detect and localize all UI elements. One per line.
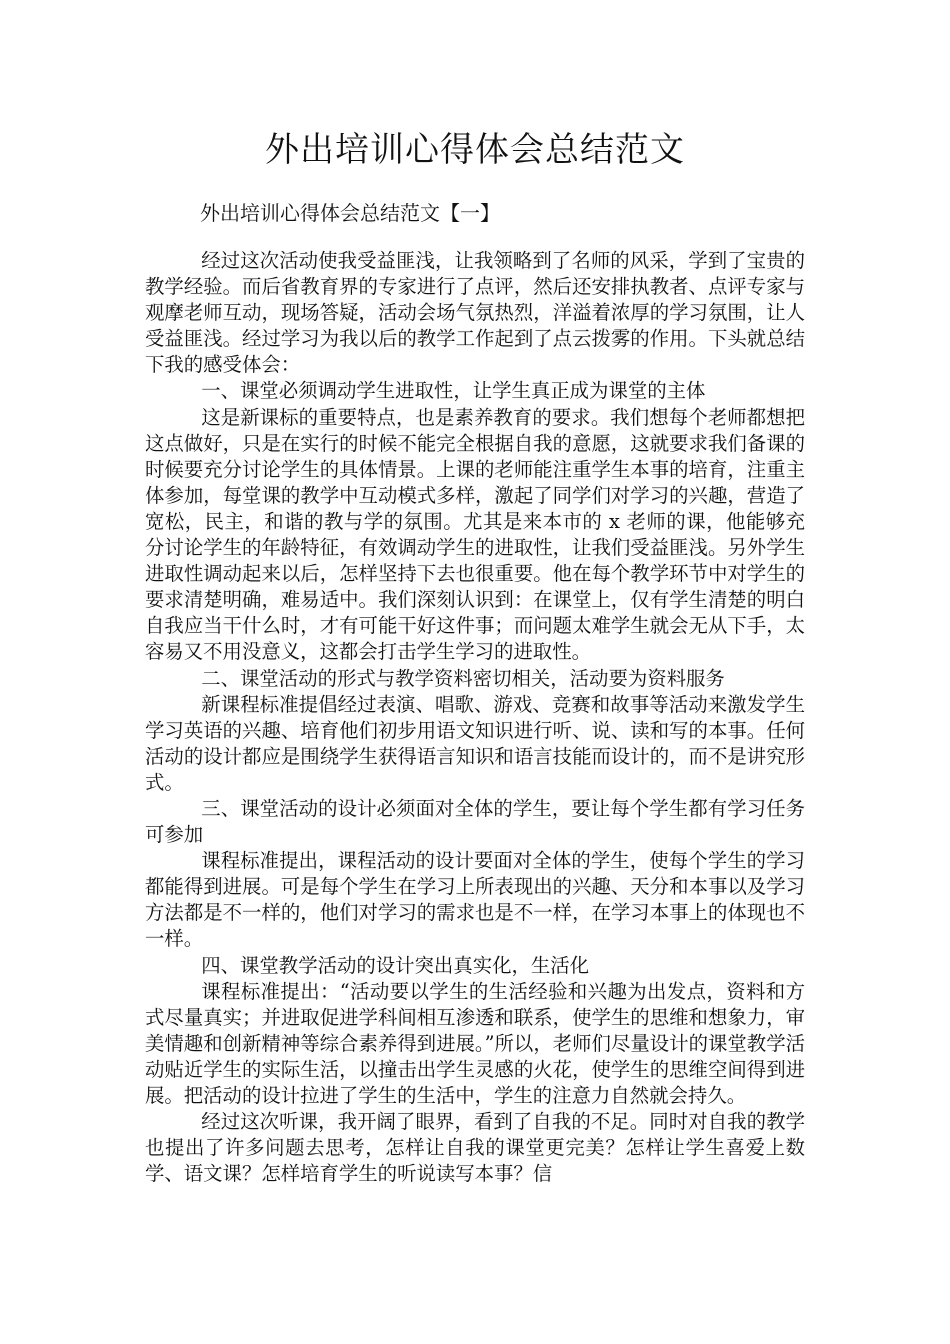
paragraph-heading-2: 二、课堂活动的形式与教学资料密切相关，活动要为资料服务	[201, 666, 725, 690]
paragraph-heading-1: 一、课堂必须调动学生进取性，让学生真正成为课堂的主体	[201, 379, 706, 403]
paragraph-body-3: 课程标准提出，课程活动的设计要面对全体的学生，使每个学生的学习都能得到进展。可是每个学生在学习上所表现出的兴趣、天分和本事以及学习方法都是不一样的，他们对学习的需求也是不一样，在学习本事上的体现也不一样。	[145, 849, 805, 951]
paragraph-heading-3: 三、课堂活动的设计必须面对全体的学生，要让每个学生都有学习任务可参加	[145, 796, 805, 847]
section-heading: 外出培训心得体会总结范文【一】	[200, 201, 500, 225]
page-title: 外出培训心得体会总结范文	[265, 130, 685, 170]
paragraph-body-4: 课程标准提出：“活动要以学生的生活经验和兴趣为出发点，资料和方式尽量真实；并进取促进学科间相互渗透和联系，使学生的思维和想象力，审美情趣和创新精神等综合素养得到进展。”所以，老师们尽量设计的课堂教学活动贴近学生的实际生活，以撞击出学生灵感的火花，使学生的思维空间得到进展。把活动的设计拉进了学生的生活中，学生的注意力自然就会持久。	[145, 979, 805, 1107]
paragraph-heading-4: 四、课堂教学活动的设计突出真实化，生活化	[201, 953, 590, 977]
paragraph-conclusion: 经过这次听课，我开阔了眼界，看到了自我的不足。同时对自我的教学也提出了许多问题去思考，怎样让自我的课堂更完美？怎样让学生喜爱上数学、语文课？怎样培育学生的听说读写本事？信	[145, 1110, 805, 1186]
paragraph-body-1: 这是新课标的重要特点，也是素养教育的要求。我们想每个老师都想把这点做好，只是在实行的时候不能完全根据自我的意愿，这就要求我们备课的时候要充分讨论学生的具体情景。上课的老师能注重学生本事的培育，注重主体参加，每堂课的教学中互动模式多样，激起了同学们对学习的兴趣，营造了宽松，民主，和谐的教与学的氛围。尤其是来本市的 x 老师的课，他能够充分讨论学生的年龄特征，有效调动学生的进取性，让我们受益匪浅。另外学生进取性调动起来以后，怎样坚持下去也很重要。他在每个教学环节中对学生的要求清楚明确，难易适中。我们深刻认识到：在课堂上，仅有学生清楚的明白自我应当干什么时，才有可能干好这件事；而问题太难学生就会无从下手，太容易又不用没意义，这都会打击学生学习的进取性。	[145, 405, 805, 664]
paragraph-intro: 经过这次活动使我受益匪浅，让我领略到了名师的风采，学到了宝贵的教学经验。而后省教育界的专家进行了点评，然后还安排执教者、点评专家与观摩老师互动，现场答疑，活动会场气氛热烈，洋溢着浓厚的学习氛围，让人受益匪浅。经过学习为我以后的教学工作起到了点云拨雾的作用。下头就总结下我的感受体会：	[145, 249, 805, 377]
paragraph-body-2: 新课程标准提倡经过表演、唱歌、游戏、竞赛和故事等活动来激发学生学习英语的兴趣、培育他们初步用语文知识进行听、说、读和写的本事。任何活动的设计都应是围绕学生获得语言知识和语言技能而设计的，而不是讲究形式。	[145, 692, 805, 794]
body-text	[145, 248, 805, 1187]
